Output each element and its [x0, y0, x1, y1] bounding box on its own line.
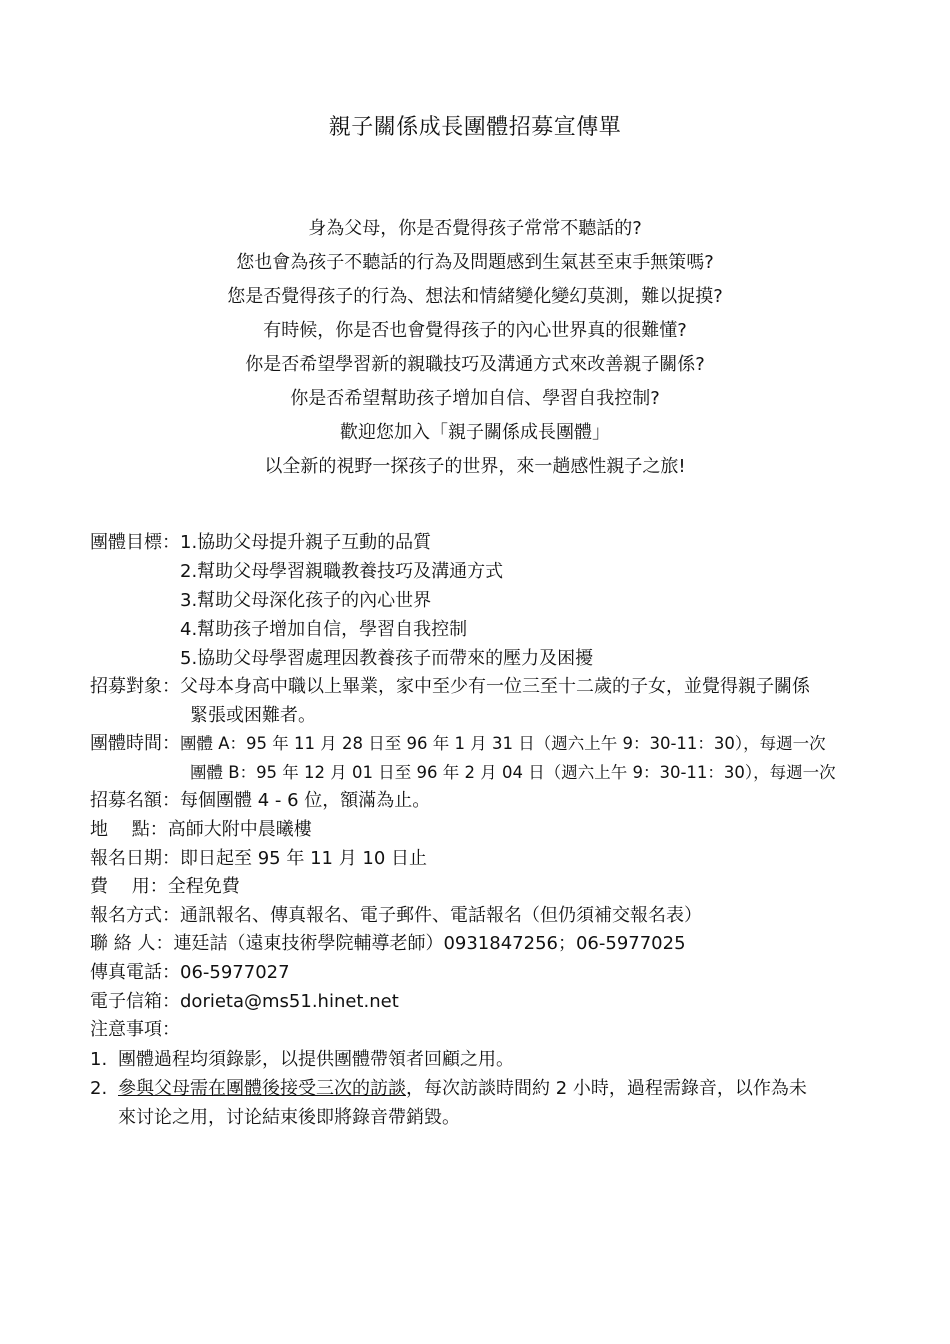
signup-date-value: 即日起至 95 年 11 月 10 日止 — [180, 847, 428, 869]
recruit-target-label: 招募對象： — [90, 676, 180, 697]
goal-item: 1.協助父母提升親子互動的品質 — [180, 532, 432, 553]
quota-row — [90, 787, 880, 816]
goals-label: 團體目標： — [90, 532, 180, 553]
intro-line: 你是否希望幫助孩子增加自信、學習自我控制? — [290, 388, 660, 409]
intro-line: 您是否覺得孩子的行為、想法和情緒變化變幻莫測，難以捉摸? — [227, 286, 723, 307]
fax-value: 06-5977027 — [180, 961, 290, 983]
notes-label: 注意事項： — [90, 1019, 180, 1041]
fee-row — [90, 873, 880, 902]
schedule-row-b — [90, 759, 880, 788]
email-row — [90, 988, 880, 1017]
intro-line: 身為父母，你是否覺得孩子常常不聽話的? — [308, 218, 642, 239]
goal-item: 2.幫助父母學習親職教養技巧及溝通方式 — [180, 561, 504, 582]
goal-item: 5.協助父母學習處理因教養孩子而帶來的壓力及困擾 — [180, 648, 594, 669]
schedule-row — [90, 730, 880, 759]
contact-label: 聯 絡 人： — [90, 933, 174, 955]
note-rest-text: ，每次訪談時間約 2 小時，過程需錄音，以作為未 — [406, 1077, 807, 1099]
details-section — [90, 528, 880, 1132]
contact-value: 連廷詰（遠東技術學院輔導老師）0931847256；06-5977025 — [173, 933, 686, 955]
signup-method-row — [90, 902, 880, 931]
contact-row — [90, 930, 880, 959]
notes-header-row — [90, 1016, 880, 1045]
email-label: 電子信箱： — [90, 990, 180, 1012]
note-item-continuation — [90, 1103, 880, 1132]
recruit-target-continuation — [90, 702, 880, 731]
signup-date-label: 報名日期： — [90, 847, 180, 869]
quota-value: 每個團體 4 - 6 位，額滿為止。 — [180, 790, 431, 812]
fax-row — [90, 959, 880, 988]
intro-line: 你是否希望學習新的親職技巧及溝通方式來改善親子關係? — [245, 354, 705, 375]
goals-list — [180, 528, 593, 673]
recruit-target-value-line2: 緊張或困難者。 — [190, 704, 316, 726]
signup-method-value: 通訊報名、傳真報名、電子郵件、電話報名（但仍須補交報名表） — [180, 904, 702, 926]
recruit-target-row — [90, 673, 880, 702]
note-item — [90, 1045, 880, 1074]
signup-method-label: 報名方式： — [90, 904, 180, 926]
note-number: 1. — [90, 1048, 108, 1070]
note-text — [118, 1074, 880, 1103]
goal-item: 3.幫助父母深化孩子的內心世界 — [180, 590, 432, 611]
location-value: 高師大附中晨曦樓 — [167, 818, 312, 840]
schedule-group-b: 團體 B：95 年 12 月 01 日至 96 年 2 月 04 日（週六上午 9：30-11：30），每週一次 — [190, 762, 836, 782]
note-text-line2: 來讨论之用，讨论結束後即將錄音帶銷毀。 — [118, 1106, 460, 1128]
fax-label: 傳真電話： — [90, 961, 180, 983]
note-underlined-text: 參與父母需在團體後接受三次的訪談 — [118, 1077, 406, 1099]
fee-label: 費 用： — [90, 876, 168, 898]
intro-line: 有時候，你是否也會覺得孩子的內心世界真的很難懂? — [263, 320, 687, 341]
signup-date-row — [90, 845, 880, 874]
schedule-group-a: 團體 A：95 年 11 月 28 日至 96 年 1 月 31 日（週六上午 9：30-11：30），每週一次 — [180, 734, 826, 754]
location-row — [90, 816, 880, 845]
email-value: dorieta@ms51.hinet.net — [180, 990, 399, 1012]
note-number: 2. — [90, 1077, 108, 1099]
intro-line: 歡迎您加入「親子關係成長團體」 — [340, 422, 610, 443]
goals-block — [90, 528, 880, 673]
note-item — [90, 1074, 880, 1103]
schedule-label: 團體時間： — [90, 733, 180, 755]
intro-section — [0, 212, 950, 484]
note-number-spacer — [90, 1103, 118, 1132]
goal-item: 4.幫助孩子增加自信，學習自我控制 — [180, 619, 468, 640]
intro-line: 您也會為孩子不聽話的行為及問題感到生氣甚至束手無策嗎? — [236, 252, 714, 273]
fee-value: 全程免費 — [167, 876, 240, 898]
recruit-target-value: 父母本身高中職以上畢業，家中至少有一位三至十二歲的子女，並覺得親子關係 — [180, 676, 810, 697]
intro-line: 以全新的視野一探孩子的世界，來一趟感性親子之旅! — [264, 456, 686, 477]
quota-label: 招募名額： — [90, 790, 180, 812]
page-title: 親子關係成長團體招募宣傳單 — [328, 115, 622, 140]
location-label: 地 點： — [90, 818, 168, 840]
note-text: 團體過程均須錄影，以提供團體帶領者回顧之用。 — [118, 1048, 514, 1070]
